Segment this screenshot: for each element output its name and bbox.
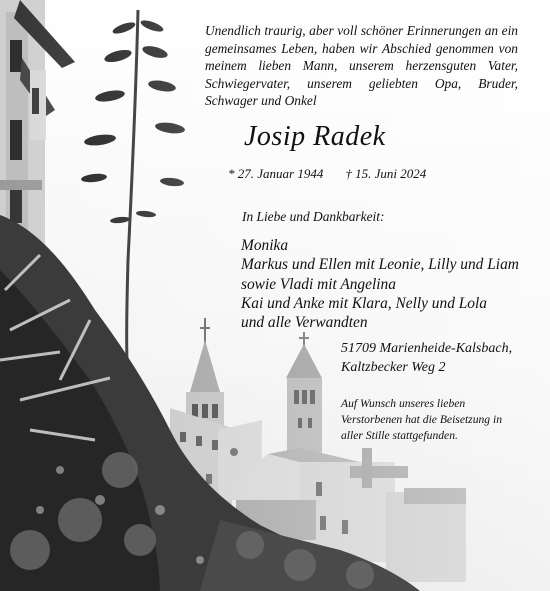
burial-note bbox=[341, 396, 523, 443]
family-list bbox=[241, 236, 519, 332]
death-date: † 15. Juni 2024 bbox=[345, 166, 427, 181]
family-line: sowie Vladi mit Angelina bbox=[241, 275, 396, 293]
family-line: Kai und Anke mit Klara, Nelly und Lola bbox=[241, 294, 487, 312]
family-line: und alle Verwandten bbox=[241, 314, 368, 332]
address-line: Kaltzbecker Weg 2 bbox=[341, 360, 446, 376]
address bbox=[341, 339, 512, 377]
intro-text: Unendlich traurig, aber voll schöner Erinnerungen an ein gemeinsames Leben, haben wir Abschied genommen von meinem lieben Mann, unserem herzensguten Vater, Schwiegervater, unserem geliebten Opa, Bruder, Schwager und Onkel bbox=[205, 23, 518, 109]
deceased-name: Josip Radek bbox=[244, 121, 386, 152]
life-dates bbox=[228, 166, 426, 182]
note-line: aller Stille stattgefunden. bbox=[341, 428, 458, 442]
note-line: Verstorbenen hat die Beisetzung in bbox=[341, 412, 502, 426]
birth-date: * 27. Januar 1944 bbox=[228, 166, 324, 181]
note-line: Auf Wunsch unseres lieben bbox=[341, 397, 466, 410]
thanks-line: In Liebe und Dankbarkeit: bbox=[242, 209, 385, 224]
family-line: Monika bbox=[241, 237, 289, 254]
family-line: Markus und Ellen mit Leonie, Lilly und Liam bbox=[241, 256, 519, 274]
address-line: 51709 Marienheide-Kalsbach, bbox=[341, 341, 513, 356]
